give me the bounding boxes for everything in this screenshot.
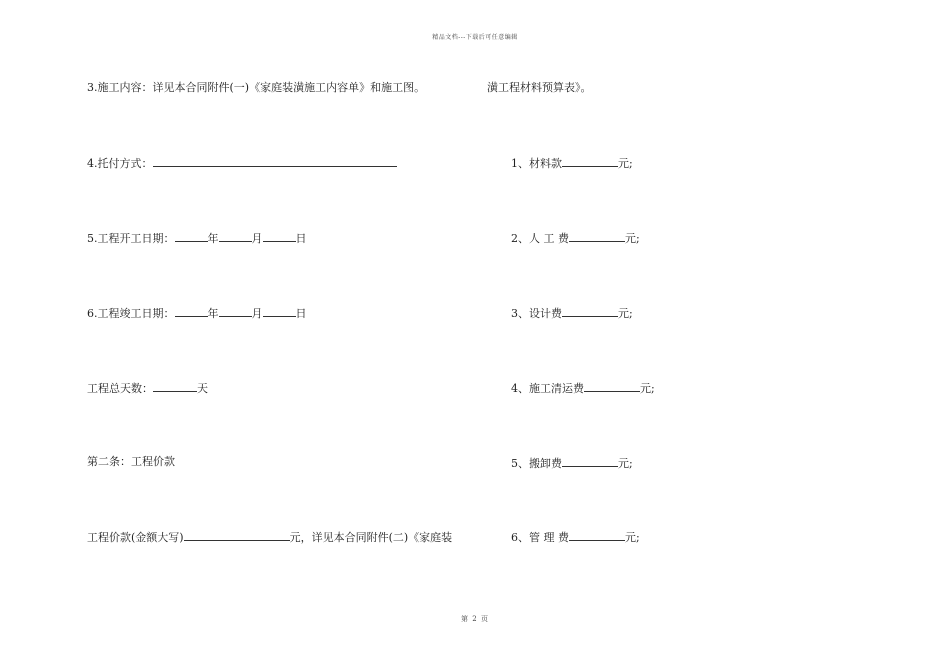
total-days-label: 工程总天数： xyxy=(87,382,153,395)
start-date-label: 5.工程开工日期： xyxy=(87,232,175,245)
days-unit: 天 xyxy=(197,382,208,395)
year-label: 年 xyxy=(207,307,219,320)
price-label: 工程价款(金额大写) xyxy=(87,531,184,544)
total-days-row xyxy=(87,380,208,396)
construction-content-clause: 3.施工内容：详见本合同附件(一)《家庭装潢施工内容单》和施工图。 xyxy=(87,81,426,94)
fee-item-unit: 元; xyxy=(618,157,633,170)
clause-continuation: 潢工程材料预算表》。 xyxy=(487,81,592,94)
finish-year-blank[interactable] xyxy=(175,305,208,317)
price-row xyxy=(87,529,452,545)
fee-item-label: 4、施工清运费 xyxy=(511,382,584,395)
design-fee-blank[interactable] xyxy=(562,305,618,317)
fee-item-design xyxy=(511,305,633,321)
fee-item-moving xyxy=(511,455,633,471)
finish-date-label: 6.工程竣工日期： xyxy=(87,307,175,320)
fee-item-label: 2、人 工 费 xyxy=(511,232,569,245)
start-month-blank[interactable] xyxy=(219,230,252,242)
fee-item-label: 3、设计费 xyxy=(511,307,562,320)
fee-item-label: 6、管 理 费 xyxy=(511,531,569,544)
fee-item-label: 5、搬卸费 xyxy=(511,457,562,470)
fee-item-unit: 元; xyxy=(618,457,633,470)
fee-item-labor xyxy=(511,230,640,246)
month-label: 月 xyxy=(251,232,263,245)
month-label: 月 xyxy=(251,307,263,320)
fee-item-unit: 元; xyxy=(618,307,633,320)
moving-fee-blank[interactable] xyxy=(562,455,618,467)
fee-item-management xyxy=(511,529,640,545)
payment-method-blank[interactable] xyxy=(153,155,397,167)
page-header: 精品文档---下载后可任意编辑 xyxy=(432,34,518,41)
management-fee-blank[interactable] xyxy=(569,529,625,541)
start-date-row xyxy=(87,230,307,246)
fee-item-label: 1、材料款 xyxy=(511,157,562,170)
finish-date-row xyxy=(87,305,307,321)
price-amount-blank[interactable] xyxy=(184,529,290,541)
total-days-blank[interactable] xyxy=(153,380,197,392)
fee-item-unit: 元; xyxy=(625,531,640,544)
year-label: 年 xyxy=(207,232,219,245)
payment-method-label: 4.托付方式： xyxy=(87,157,153,170)
article-two-heading: 第二条：工程价款 xyxy=(87,455,175,468)
finish-day-blank[interactable] xyxy=(263,305,296,317)
start-day-blank[interactable] xyxy=(263,230,296,242)
fee-item-cleanup xyxy=(511,380,655,396)
fee-item-unit: 元; xyxy=(640,382,655,395)
page-number: 第 2 页 xyxy=(461,615,489,623)
fee-item-materials xyxy=(511,155,633,171)
day-label: 日 xyxy=(295,307,307,320)
price-suffix: 元，详见本合同附件(二)《家庭装 xyxy=(289,531,453,544)
payment-method-row xyxy=(87,155,397,171)
day-label: 日 xyxy=(295,232,307,245)
finish-month-blank[interactable] xyxy=(219,305,252,317)
labor-fee-blank[interactable] xyxy=(569,230,625,242)
fee-item-unit: 元; xyxy=(625,232,640,245)
materials-fee-blank[interactable] xyxy=(562,155,618,167)
start-year-blank[interactable] xyxy=(175,230,208,242)
cleanup-fee-blank[interactable] xyxy=(584,380,640,392)
